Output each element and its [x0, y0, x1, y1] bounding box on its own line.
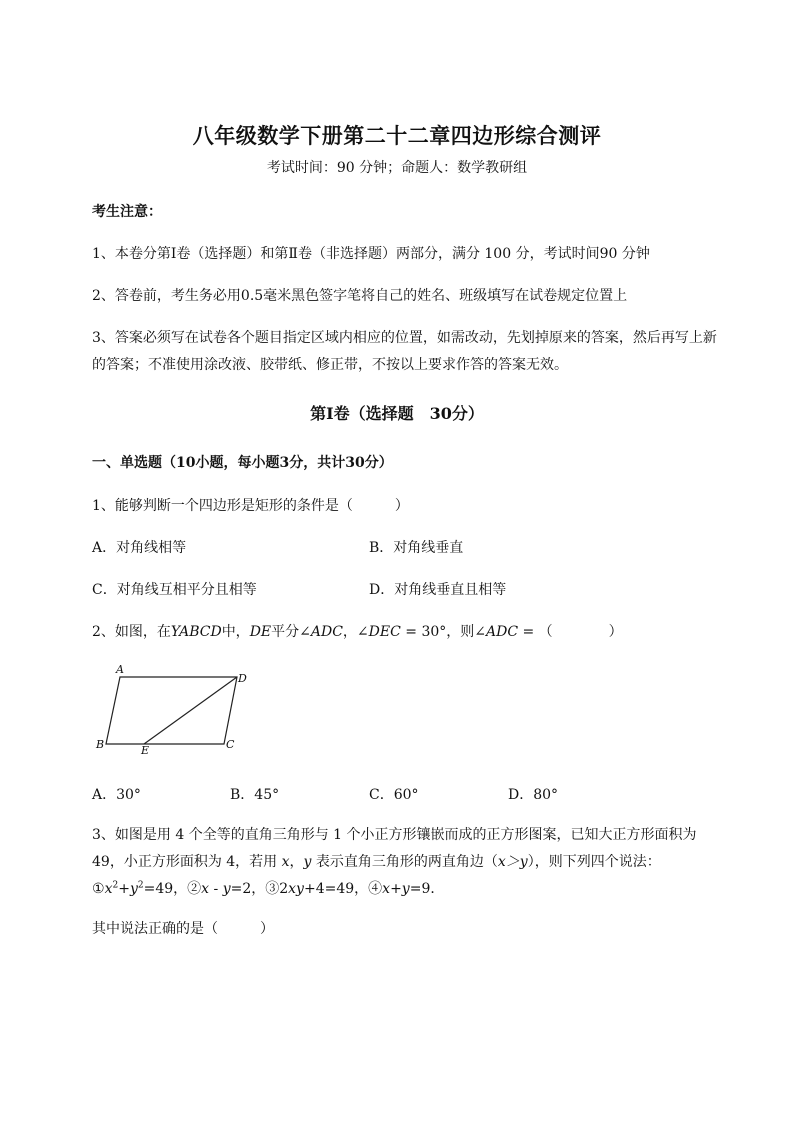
notice-heading: 考生注意： — [92, 204, 162, 220]
parallelogram-figure — [92, 660, 262, 760]
q2-stem — [92, 621, 623, 641]
q3-exponent: 2 — [137, 880, 144, 891]
part1-title: 第Ⅰ卷（选择题 30分） — [310, 404, 484, 423]
q2-option-a: A．30° — [92, 787, 141, 803]
q3-var: x — [281, 854, 290, 870]
q1-stem: 1、能够判断一个四边形是矩形的条件是（ ） — [92, 498, 409, 514]
q3-var: y — [222, 881, 231, 897]
q3-var: y — [129, 881, 138, 897]
q2-var: ABCD — [179, 624, 222, 640]
page-title: 八年级数学下册第二十二章四边形综合测评 — [192, 123, 602, 148]
q3-text: ① — [92, 881, 105, 897]
q2-option-c: C．60° — [369, 787, 419, 803]
exam-subtitle: 考试时间：90 分钟；命题人：数学教研组 — [266, 160, 528, 176]
q3-text: =49，② — [143, 881, 202, 897]
q2-stem-text: 平分∠ — [271, 624, 311, 640]
q2-stem-text: ，∠ — [342, 624, 369, 640]
q2-option-b: B．45° — [230, 787, 280, 803]
q2-stem-text: = 30°，则∠ — [400, 624, 486, 640]
q2-var: ADC — [310, 624, 343, 640]
parallelogram-abcd — [106, 677, 237, 744]
q3-text: +4=49，④ — [303, 881, 383, 897]
q3-line-3 — [92, 878, 444, 898]
q3-text: + — [118, 881, 130, 897]
q2-var: ADC — [486, 624, 519, 640]
q3-var: x — [104, 881, 113, 897]
q1-option-a: A．对角线相等 — [92, 540, 187, 556]
section1-heading: 一、单选题（10小题，每小题3分，共计30分） — [92, 455, 393, 471]
q3-var: y — [401, 881, 410, 897]
notice-item-2: 2、答卷前，考生务必用0.5毫米黑色签字笔将自己的姓名、班级填写在试卷规定位置上 — [92, 288, 628, 304]
notice-item-3-cont: 的答案；不准使用涂改液、胶带纸、修正带，不按以上要求作答的答案无效。 — [92, 357, 568, 373]
q3-text: ， — [289, 854, 304, 870]
q3-text: 49，小正方形面积为 4，若用 — [92, 854, 282, 870]
q3-var: xy — [288, 881, 304, 897]
label-a: A — [116, 663, 124, 676]
q3-text: + — [390, 881, 402, 897]
q2-var: DEC — [368, 624, 401, 640]
q3-var: x — [382, 881, 391, 897]
label-c: C — [226, 738, 235, 751]
notice-item-1: 1、本卷分第Ⅰ卷（选择题）和第Ⅱ卷（非选择题）两部分，满分 100 分，考试时间90 分钟 — [92, 246, 650, 262]
label-d: D — [238, 672, 247, 685]
q2-stem-text: = （ ） — [518, 624, 623, 640]
label-b: B — [96, 738, 105, 751]
q1-option-b: B．对角线垂直 — [369, 540, 464, 556]
segment-de — [144, 677, 237, 744]
label-e: E — [141, 744, 150, 757]
q3-var: y — [303, 854, 312, 870]
q3-text: ），则下列四个说法： — [527, 854, 661, 870]
q3-line-1: 3、如图是用 4 个全等的直角三角形与 1 个小正方形镶嵌而成的正方形图案，已知大正方形面积为 — [92, 827, 697, 843]
q3-exponent: 2 — [112, 880, 119, 891]
q3-line-2 — [92, 851, 661, 871]
q3-var: x＞y — [497, 854, 528, 870]
q3-var: x — [201, 881, 210, 897]
q2-stem-text: 2、如图，在 — [92, 624, 171, 640]
q2-option-d: D．80° — [508, 787, 559, 803]
q3-text: - — [209, 881, 223, 897]
q3-text: =9． — [409, 881, 445, 897]
notice-item-3: 3、答案必须写在试卷各个题目指定区域内相应的位置，如需改动，先划掉原来的答案，然后再写上新 — [92, 330, 717, 346]
q3-text: 表示直角三角形的两直角边（ — [311, 854, 498, 870]
q1-option-d: D．对角线垂直且相等 — [369, 582, 507, 598]
q2-stem-text: 中， — [221, 624, 250, 640]
q3-line-4: 其中说法正确的是（ ） — [92, 921, 274, 937]
q3-text: =2，③2 — [230, 881, 289, 897]
q1-option-c: C．对角线互相平分且相等 — [92, 582, 257, 598]
parallelogram-symbol: Y — [170, 624, 180, 640]
q2-var: DE — [249, 624, 272, 640]
